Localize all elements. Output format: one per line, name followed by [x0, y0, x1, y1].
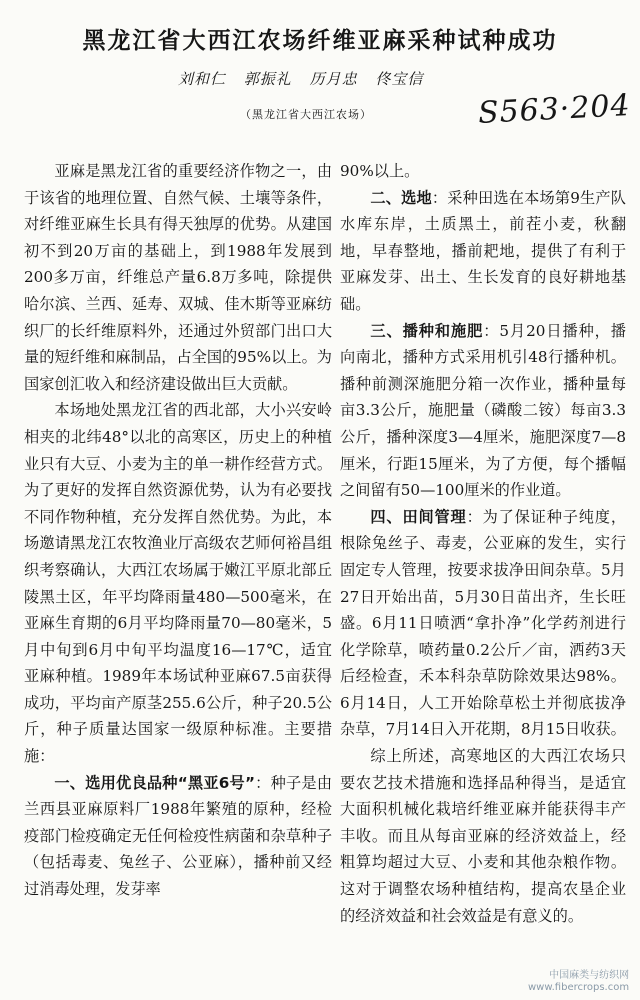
- section-heading: 一、选用优良品种“黑亚6号”: [54, 773, 255, 792]
- handwritten-note: S563·204: [477, 88, 632, 131]
- section-paragraph: [24, 770, 332, 903]
- section-text: ：种子是由兰西县亚麻原料厂1988年繁殖的原种，经检疫部门检疫确定无任何检疫性病菌和杂草种子（包括毒麦、兔丝子、公亚麻），播种前又经过消毒处理，发芽率: [24, 773, 333, 899]
- watermark-line: www.fibercrops.com: [528, 982, 630, 993]
- left-column: [24, 158, 332, 903]
- paragraph: 亚麻是黑龙江省的重要经济作物之一，由于该省的地理位置、自然气候、土壤等条件，对纤维亚麻生长具有得天独厚的优势。从建国初不到20万亩的基础上，到1988年发展到200多万亩，纤维总产量6.8万多吨，除提供哈尔滨、兰西、延寿、双城、佳木斯等亚麻纺织厂的长纤维原料外，还通过外贸部门出口大量的短纤维和麻制品，占全国的95%以上。为国家创汇收入和经济建设做出巨大贡献。: [24, 162, 332, 393]
- right-column: [340, 158, 626, 929]
- section-text: ：为了保证种子纯度，根除兔丝子、毒麦，公亚麻的发生，实行固定专人管理，按要求拔净田间杂草。5月27日开始出苗，5月30日苗出齐，生长旺盛。6月11日喷洒“拿扑净”化学药剂进行化学除草，喷药量0.2公斤／亩，洒药3天后经检查，禾本科杂草防除效果达98%。6月14日，人工开始除草松土并彻底拔净杂草，7月14日入开花期，8月15日收获。: [340, 507, 627, 739]
- author-name: 郭振礼: [243, 70, 292, 88]
- author-list: [178, 68, 435, 89]
- paragraph: 本场地处黑龙江省的西北部，大小兴安岭相夹的北纬48°以北的高寒区，历史上的种植业只有大豆、小麦为主的单一耕作经营方式。为了更好的发挥自然资源优势，认为有必要找不同作物种植，充分发挥自然优势。为此，本场邀请黑龙江农牧渔业厅高级农艺师何裕昌组织考察确认，大西江农场属于嫩江平原北部丘陵黑土区，年平均降雨量480—500毫米，在亚麻生育期的6月平均降雨量70—80毫米，5月中旬到6月中旬平均温度16—17℃，适宜亚麻种植。1989年本场试种亚麻67.5亩获得成功，平均亩产原茎255.6公斤，种子20.5公斤，种子质量达国家一级原种标准。主要措施：: [24, 401, 332, 766]
- section-heading: 三、播种和施肥: [370, 321, 484, 340]
- paragraph: 90%以上。: [340, 162, 420, 180]
- paragraph: 综上所述，高寒地区的大西江农场只要农艺技术措施和选择品种得当，是适宜大面积机械化栽培纤维亚麻并能获得丰产丰收。而且从每亩亚麻的经济效益上，经粗算均超过大豆、小麦和其他杂粮作物。这对于调整农场种植结构，提高农垦企业的经济效益和社会效益是有意义的。: [340, 747, 626, 925]
- section-heading: 四、田间管理: [370, 507, 467, 526]
- section-paragraph: [340, 504, 626, 743]
- affiliation: （黑龙江省大西江农场）: [240, 108, 372, 121]
- watermark-line: 中国麻类与纺织网: [549, 970, 630, 981]
- section-text: ：5月20日播种，播向南北，播种方式采用机引48行播种机。播种前测深施肥分箱一次作业，播种量每亩3.3公斤，施肥量（磷酸二铵）每亩3.3公斤，播种深度3—4厘米，施肥深度7—8厘米，行距15厘米，为了方便，每个播幅之间留有50—100厘米的作业道。: [340, 321, 626, 500]
- article-title: 黑龙江省大西江农场纤维亚麻采种试种成功: [82, 28, 558, 54]
- section-heading: 二、选地: [370, 188, 432, 207]
- author-name: 佟宝信: [375, 70, 424, 88]
- section-paragraph: [340, 318, 626, 504]
- author-name: 刘和仁: [178, 70, 227, 88]
- section-text: ：采种田选在本场第9生产队水库东岸，土质黑土，前茬小麦，秋翻地，早春整地，播前耙地，提供了有利于亚麻发芽、出土、生长发育的良好耕地基础。: [340, 188, 626, 313]
- section-paragraph: [340, 185, 626, 318]
- watermark: [528, 970, 629, 994]
- author-name: 历月忠: [309, 70, 358, 88]
